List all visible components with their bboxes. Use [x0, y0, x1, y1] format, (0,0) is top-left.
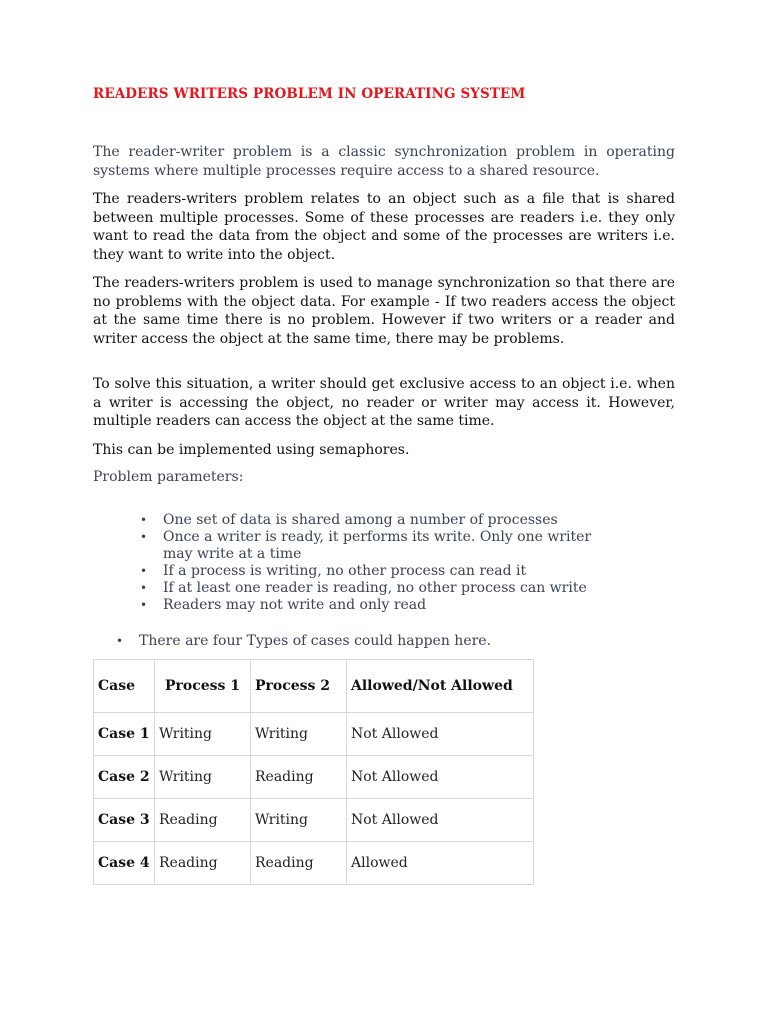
- list-item: [93, 529, 603, 563]
- cell-process-2: Writing: [251, 713, 347, 756]
- cell-process-1: Writing: [155, 713, 251, 756]
- cell-allowed: Not Allowed: [347, 713, 534, 756]
- header-process-1: Process 1: [155, 660, 251, 713]
- cases-table: [93, 659, 534, 885]
- paragraph-synchronization: The readers-writers problem is used to manage synchronization so that there are no problems with the object data. For example - If two readers access the object at the same time there is no problem. However if two writers or a reader and writer access the object at the same time, there may be problems.: [93, 275, 675, 347]
- table-row: [94, 799, 534, 842]
- cases-intro-text: There are four Types of cases could happen here.: [139, 633, 492, 649]
- paragraph-solution: To solve this situation, a writer should get exclusive access to an object i.e. when a writer is accessing the object, no reader or writer may access it. However, multiple readers can access the object at the same time.: [93, 376, 675, 430]
- cell-allowed: Not Allowed: [347, 799, 534, 842]
- bullet-icon: •: [140, 530, 148, 544]
- cell-case: Case 1: [94, 713, 155, 756]
- cell-allowed: Allowed: [347, 842, 534, 885]
- document-title: READERS WRITERS PROBLEM IN OPERATING SYSTEM: [93, 86, 526, 102]
- bullet-icon: •: [140, 581, 148, 595]
- list-item: [93, 597, 603, 614]
- list-item: [93, 580, 603, 597]
- table-row: [94, 713, 534, 756]
- bullet-icon: •: [140, 598, 148, 612]
- header-process-2: Process 2: [251, 660, 347, 713]
- table-row: [94, 756, 534, 799]
- cell-process-1: Reading: [155, 799, 251, 842]
- paragraph-semaphores: This can be implemented using semaphores.: [93, 442, 410, 458]
- paragraph-object-description: The readers-writers problem relates to an object such as a file that is shared between multiple processes. Some of these processes are readers i.e. they only want to read the data from the object and some of the processes are writers i.e. they want to write into the object.: [93, 191, 675, 263]
- list-item: [93, 512, 603, 529]
- cell-process-2: Writing: [251, 799, 347, 842]
- cell-case: Case 3: [94, 799, 155, 842]
- table-header-row: [94, 660, 534, 713]
- bullet-icon: •: [140, 564, 148, 578]
- cell-process-1: Reading: [155, 842, 251, 885]
- cell-case: Case 2: [94, 756, 155, 799]
- header-case: Case: [94, 660, 155, 713]
- bullet-icon: •: [140, 513, 148, 527]
- cell-case: Case 4: [94, 842, 155, 885]
- header-allowed: Allowed/Not Allowed: [347, 660, 534, 713]
- list-item-text: Readers may not write and only read: [163, 597, 427, 613]
- list-item: [93, 563, 603, 580]
- list-item-text: If at least one reader is reading, no other process can write: [163, 580, 587, 596]
- bullet-icon: •: [116, 634, 124, 648]
- cell-process-2: Reading: [251, 842, 347, 885]
- problem-parameters-list: [93, 512, 675, 614]
- cell-allowed: Not Allowed: [347, 756, 534, 799]
- cell-process-1: Writing: [155, 756, 251, 799]
- paragraph-intro: The reader-writer problem is a classic synchronization problem in operating systems where multiple processes require access to a shared resource.: [93, 144, 675, 179]
- list-item-text: Once a writer is ready, it performs its write. Only one writer may write at a time: [163, 529, 592, 562]
- table-row: [94, 842, 534, 885]
- cell-process-2: Reading: [251, 756, 347, 799]
- list-item-text: If a process is writing, no other process can read it: [163, 563, 527, 579]
- list-item-text: One set of data is shared among a number of processes: [163, 512, 558, 528]
- problem-parameters-heading: Problem parameters:: [93, 469, 244, 485]
